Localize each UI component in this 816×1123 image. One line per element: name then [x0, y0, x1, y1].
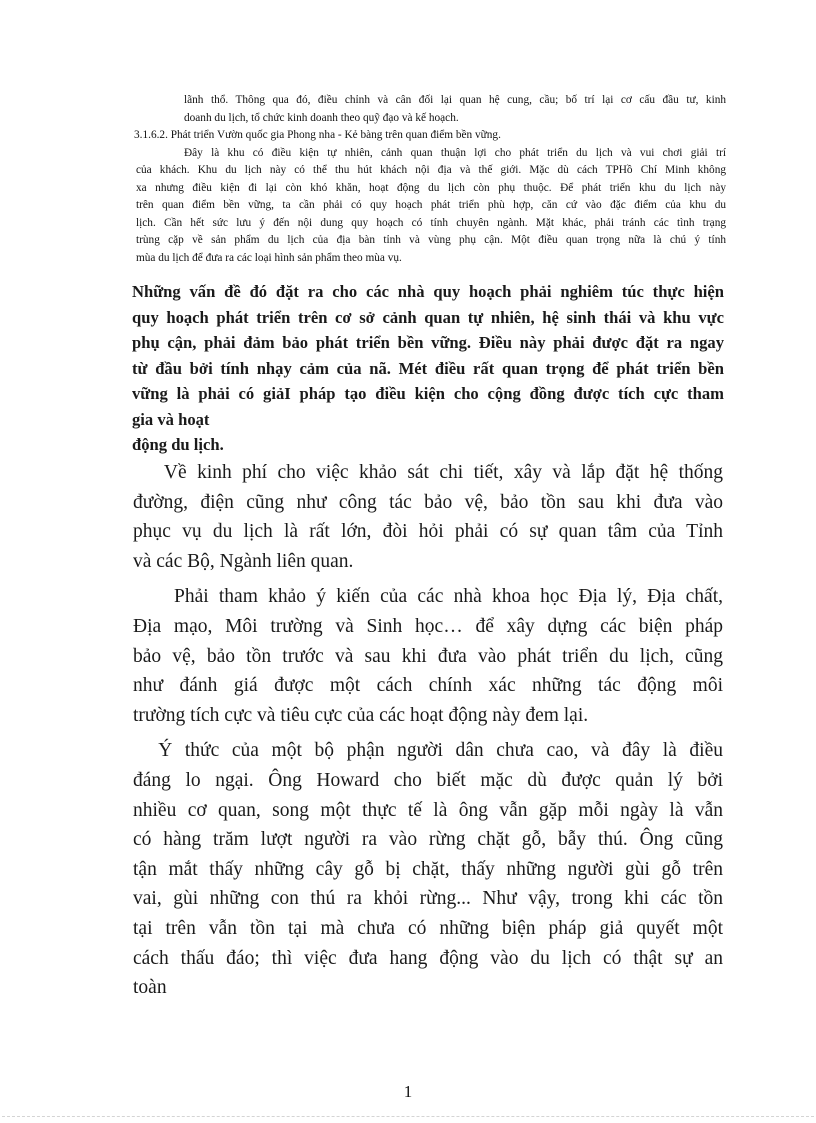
- small-line-10: mùa du lịch để đưa ra các loại hình sản phẩm theo mùa vụ.: [136, 251, 402, 264]
- bold-line-1: Những vấn đề đó đặt ra cho các nhà quy hoạch phải nghiêm túc thực hiện: [132, 282, 724, 301]
- section-heading: 3.1.6.2. Phát triển Vườn quốc gia Phong nha - Kẻ bàng trên quan điểm bền vững.: [134, 129, 501, 141]
- small-text-section: [136, 92, 726, 267]
- paragraph-line: đáng lo ngại. Ông Howard cho biết mặc dù được quản lý bởi: [133, 769, 723, 791]
- body-text-section: [133, 458, 723, 1003]
- paragraph-line: bảo vệ, bảo tồn trước và sau khi đưa vào phát triển du lịch, cũng: [133, 645, 723, 667]
- small-line-9: trùng cặp về sản phẩm du lịch của địa bàn tỉnh và vùng phụ cận. Một điều quan trọng nữa là chú ý tính: [136, 234, 726, 246]
- bold-line-4: từ đầu bởi tính nhạy cảm của nã. Mét điều rất quan trọng để phát triển bền: [132, 358, 724, 378]
- page-bottom-border: [2, 1116, 814, 1117]
- paragraph-line: và các Bộ, Ngành liên quan.: [133, 550, 354, 572]
- paragraph-line: Về kinh phí cho việc khảo sát chi tiết, xây và lắp đặt hệ thống: [133, 462, 723, 483]
- paragraph-line: Địa mạo, Môi trường và Sinh học… để xây dựng các biện pháp: [133, 615, 723, 637]
- paragraph-line: cách thấu đáo; thì việc đưa hang động vào du lịch có thật sự an: [133, 947, 723, 969]
- paragraph-line: phục vụ du lịch là rất lớn, đòi hỏi phải có sự quan tâm của Tỉnh: [133, 521, 723, 543]
- bold-line-3: phụ cận, phải đảm bảo phát triển bền vững. Điều này phải được đặt ra ngay: [132, 333, 724, 352]
- paragraph-consultation: [133, 582, 723, 730]
- paragraph-line: trường tích cực và tiêu cực của các hoạt động này đem lại.: [133, 704, 589, 726]
- small-line-1: lãnh thổ. Thông qua đó, điều chỉnh và cân đối lại quan hệ cung, cầu; bố trí lại cơ cấu đầu tư, kinh: [184, 94, 726, 106]
- paragraph-line: Phải tham khảo ý kiến của các nhà khoa học Địa lý, Địa chất,: [133, 586, 723, 608]
- bold-line-7: động du lịch.: [132, 435, 224, 454]
- paragraph-line: nhiều cơ quan, song một thực tế là ông vẫn gặp mỗi ngày là vẫn: [133, 799, 723, 821]
- small-line-6: xa nhưng điều kiện đi lại còn khó khăn, hoạt động du lịch còn phụ thuộc. Để phát triển khu du lịch này: [136, 181, 726, 194]
- paragraph-line: Ý thức của một bộ phận người dân chưa cao, và đây là điều: [133, 740, 723, 762]
- paragraph-funding: [133, 458, 723, 576]
- paragraph-awareness: [133, 736, 723, 1002]
- bold-text-section: [132, 279, 724, 458]
- paragraph-line: toàn: [133, 977, 167, 999]
- bold-line-6: gia và hoạt: [132, 409, 210, 429]
- small-line-7: trên quan điểm bền vững, ta cần phải có quy hoạch phát triển phù hợp, căn cứ vào đặc điểm của khu du: [136, 199, 726, 211]
- paragraph-line: như đánh giá được một cách chính xác những tác động môi: [133, 675, 723, 697]
- small-line-2: doanh du lịch, tổ chức kinh doanh theo quỹ đạo và kế hoạch.: [184, 111, 459, 124]
- page-number: 1: [403, 1082, 413, 1101]
- paragraph-line: đường, điện cũng như công tác bảo vệ, bảo tồn sau khi đưa vào: [133, 491, 723, 513]
- paragraph-line: có hàng trăm lượt người ra vào rừng chặt gỗ, bẫy thú. Ông cũng: [133, 829, 723, 851]
- bold-line-2: quy hoạch phát triển trên cơ sở cảnh quan tự nhiên, hệ sinh thái và khu vực: [132, 307, 724, 327]
- bold-line-5: vững là phải có giảI pháp tạo điều kiện cho cộng đồng được tích cực tham: [132, 384, 724, 403]
- small-line-4: Đây là khu có điều kiện tự nhiên, cảnh quan thuận lợi cho phát triển du lịch và vui chơi giải trí: [184, 146, 726, 159]
- paragraph-line: tận mắt thấy những cây gỗ bị chặt, thấy những người gùi gỗ trên: [133, 858, 723, 880]
- paragraph-line: tại trên vẫn tồn tại mà chưa có những biện pháp giả quyết một: [133, 917, 723, 939]
- small-line-8: lịch. Cần hết sức lưu ý đến nội dung quy hoạch có tính chuyên ngành. Mặt khác, phải tránh các tình trạng: [136, 216, 726, 229]
- small-line-5: của khách. Khu du lịch này có thể thu hút khách nội địa và thế giới. Mặc dù cách TPHồ Chí Minh không: [136, 164, 726, 176]
- paragraph-line: vai, gùi những con thú ra khỏi rừng... Như vậy, trong khi các tồn: [133, 888, 723, 910]
